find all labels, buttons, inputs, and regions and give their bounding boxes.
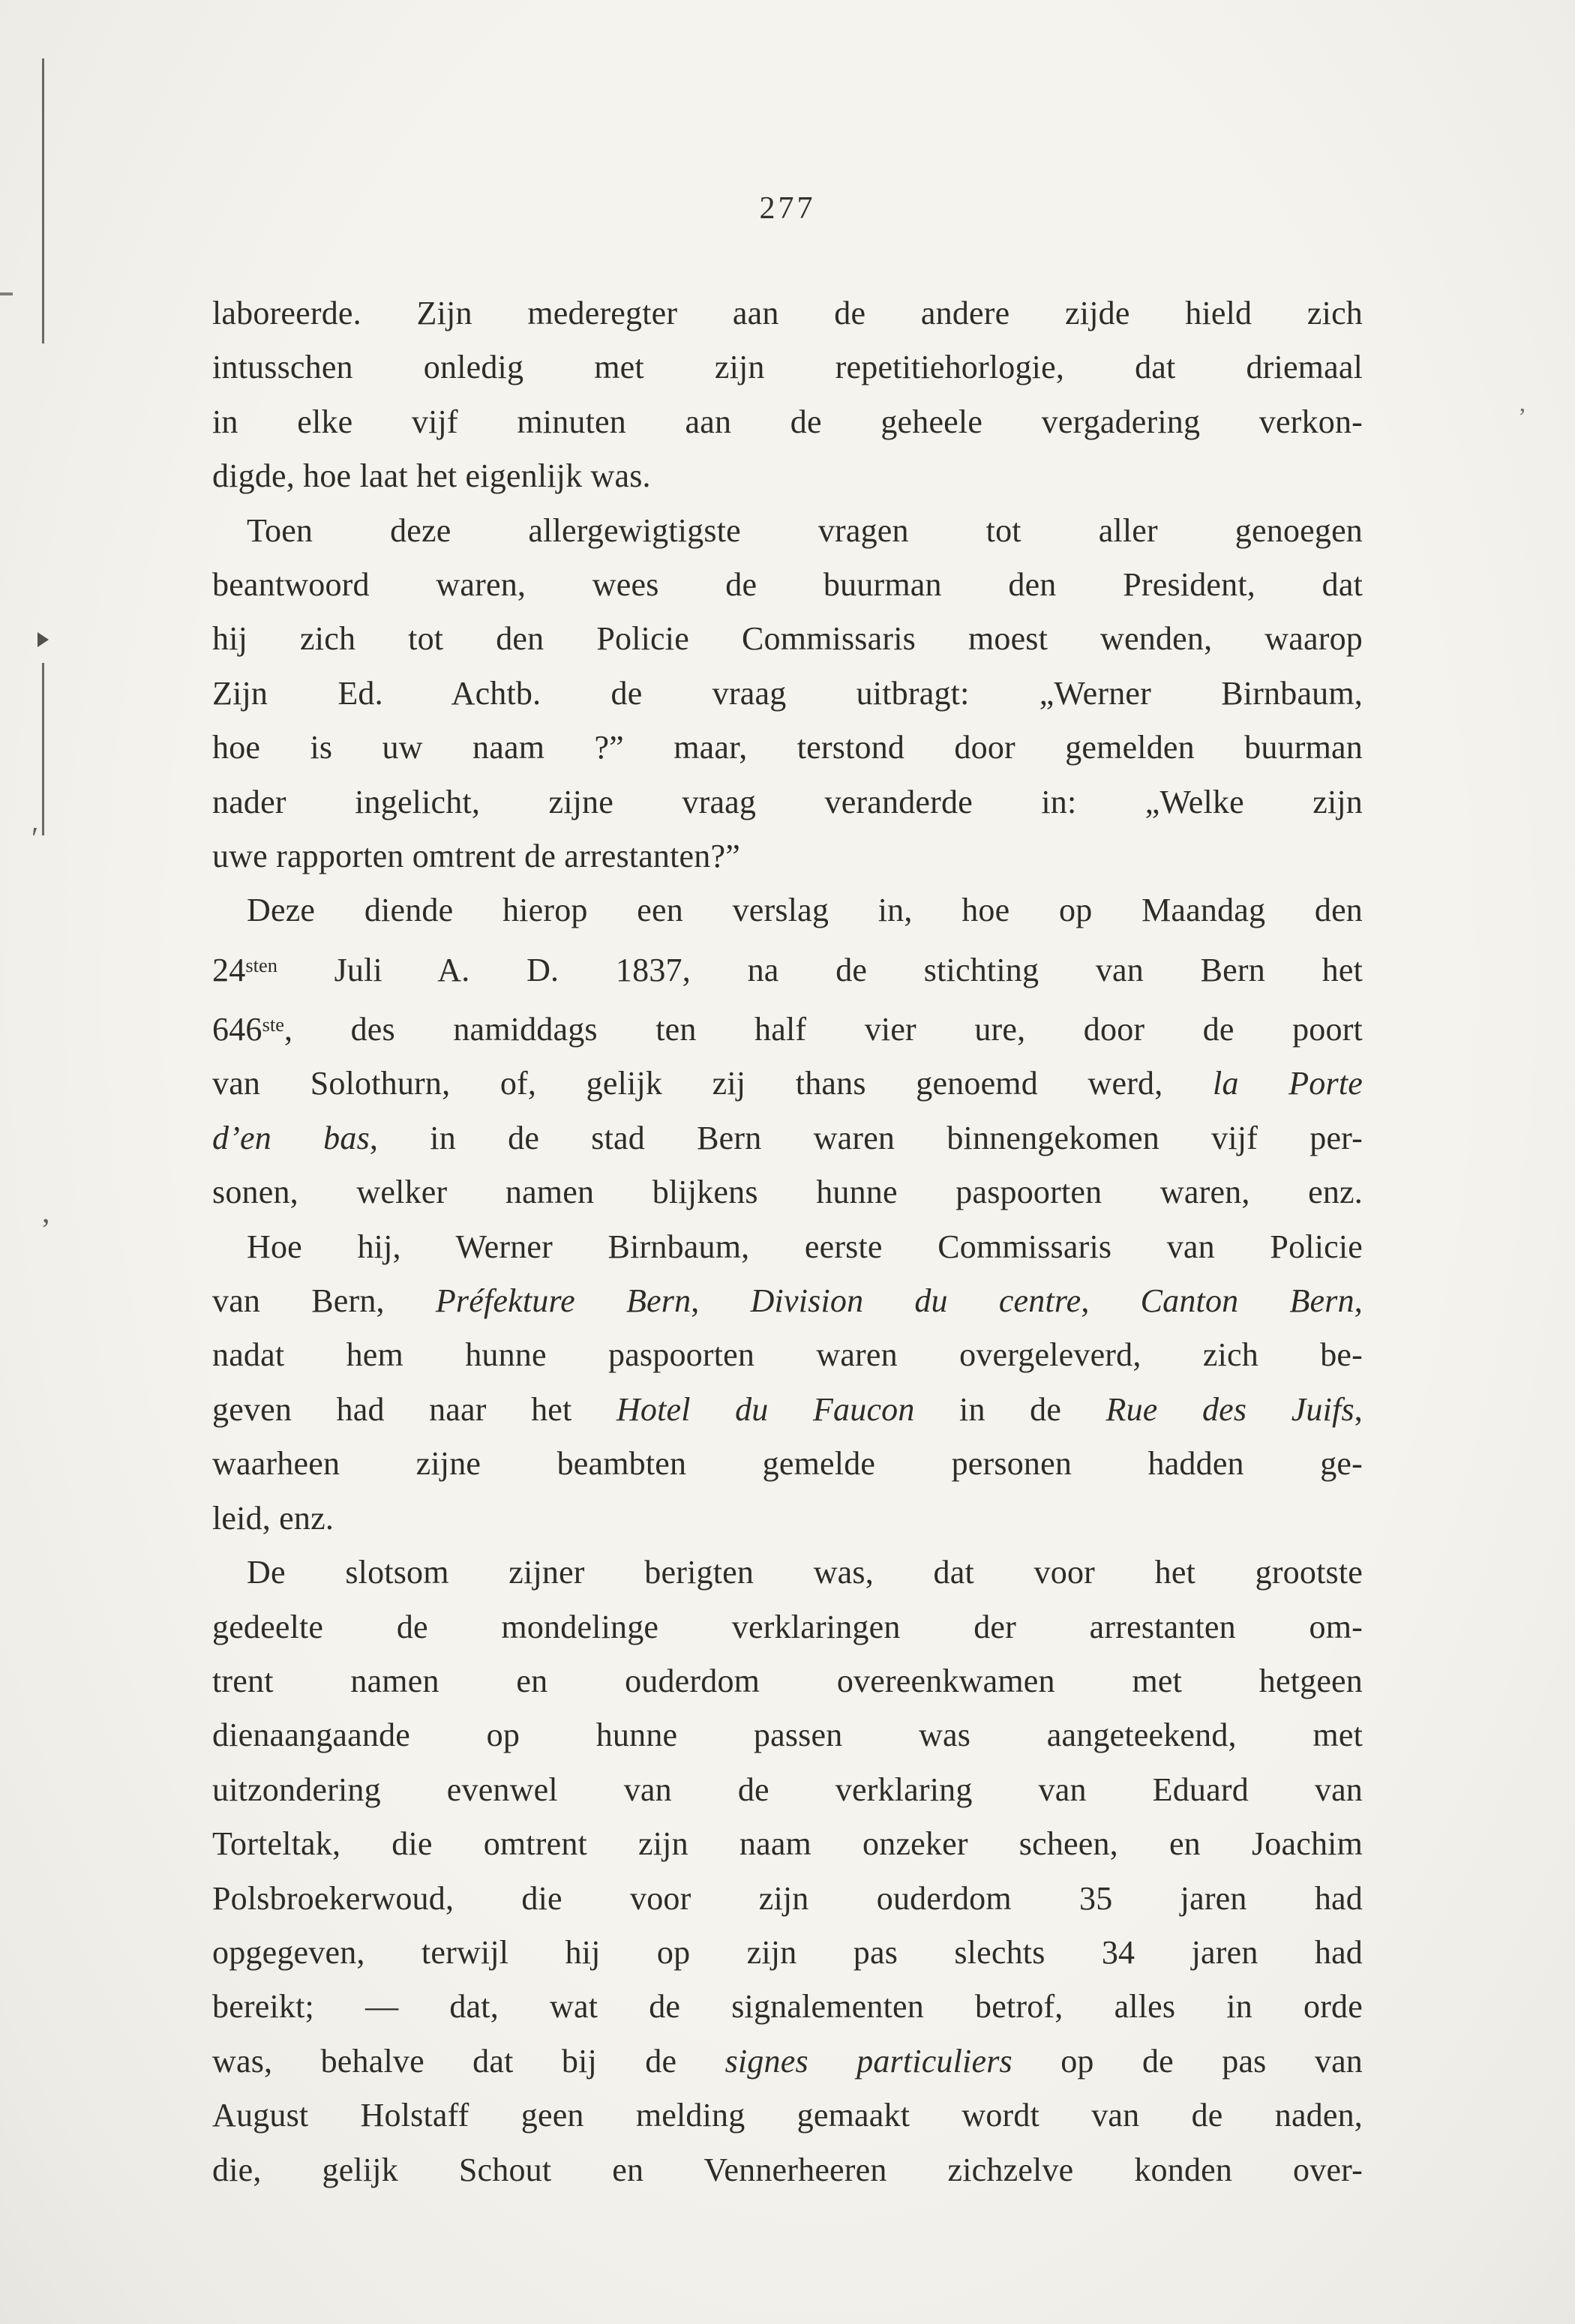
- text-line: [212, 1980, 1363, 2034]
- text-segment: nadat hem hunne paspoorten waren overgeleverd, zich be-: [212, 1336, 1363, 1374]
- text-block: [212, 286, 1363, 2197]
- text-segment: geven had naar het: [212, 1390, 616, 1428]
- text-line: [212, 1057, 1363, 1111]
- text-segment: , in de stad Bern waren binnengekomen vijf per-: [369, 1119, 1364, 1156]
- scan-artifact-apostrophe: ʹ: [32, 822, 39, 856]
- text-segment: ,: [1081, 1282, 1141, 1320]
- paragraph: [212, 1220, 1363, 1546]
- text-segment: Division du centre: [750, 1282, 1082, 1320]
- text-segment: August Holstaff geen melding gemaakt wordt van de naden,: [212, 2097, 1363, 2134]
- text-segment: bereikt; — dat, wat de signalementen betrof, alles in orde: [212, 1988, 1363, 2026]
- text-line: [212, 1763, 1363, 1817]
- text-line: [212, 449, 1363, 503]
- page-number: 277: [759, 191, 816, 226]
- text-segment: opgegeven, terwijl hij op zijn pas slechts 34 jaren had: [212, 1933, 1363, 1971]
- text-line: [212, 395, 1363, 449]
- text-line: [212, 2143, 1363, 2197]
- text-segment: trent namen en ouderdom overeenkwamen met hetgeen: [212, 1662, 1363, 1699]
- text-line: [212, 1492, 1363, 1546]
- text-segment: Polsbroekerwoud, die voor zijn ouderdom 35 jaren had: [212, 1879, 1363, 1917]
- text-line: [212, 775, 1363, 829]
- text-segment: Hotel du Faucon: [616, 1390, 915, 1428]
- text-segment: ste: [262, 1013, 284, 1036]
- text-segment: hij zich tot den Policie Commissaris moest wenden, waarop: [212, 620, 1363, 658]
- text-segment: was, behalve dat bij de: [212, 2042, 725, 2080]
- text-line: [212, 1600, 1363, 1654]
- text-segment: 24: [212, 951, 246, 988]
- text-segment: van Bern,: [212, 1282, 436, 1320]
- text-segment: intusschen onledig met zijn repetitiehorlogie, dat driemaal: [212, 349, 1363, 386]
- scan-artifact-comma: ,: [42, 1195, 50, 1230]
- text-segment: De slotsom zijner berigten was, dat voor het grootste: [247, 1554, 1363, 1591]
- text-line: [212, 997, 1363, 1057]
- text-segment: uwe rapporten omtrent de arrestanten?”: [212, 838, 740, 875]
- paragraph: [212, 1546, 1363, 2197]
- text-line: [212, 2035, 1363, 2089]
- text-segment: op de pas van: [1012, 2042, 1363, 2080]
- text-line: [212, 1220, 1363, 1274]
- text-line: [212, 1708, 1363, 1762]
- text-segment: gedeelte de mondelinge verklaringen der arrestanten om-: [212, 1608, 1363, 1645]
- text-segment: ,: [1354, 1390, 1363, 1428]
- text-segment: sonen, welker namen blijkens hunne paspoorten waren, enz.: [212, 1174, 1363, 1211]
- text-segment: Rue des Juifs: [1106, 1390, 1354, 1428]
- text-segment: sten: [245, 953, 278, 976]
- paragraph: [212, 504, 1363, 884]
- paragraph: [212, 883, 1363, 1219]
- text-segment: signes particuliers: [724, 2042, 1012, 2080]
- text-line: [212, 829, 1363, 883]
- text-segment: Juli A. D. 1837, na de stichting van Bern het: [277, 951, 1363, 988]
- text-segment: leid, enz.: [212, 1499, 334, 1537]
- text-line: [212, 1872, 1363, 1926]
- text-segment: laboreerde. Zijn mederegter aan de andere zijde hield zich: [212, 295, 1363, 331]
- scan-artifact-quote-right: ’: [1518, 403, 1527, 431]
- text-segment: in elke vijf minuten aan de geheele vergadering verkon-: [212, 403, 1363, 440]
- text-segment: d’en bas: [212, 1119, 370, 1156]
- text-segment: Zijn Ed. Achtb. de vraag uitbragt: „Werner Birnbaum,: [212, 674, 1363, 712]
- text-segment: la Porte: [1213, 1065, 1363, 1102]
- text-segment: beantwoord waren, wees de buurman den President, dat: [212, 566, 1363, 604]
- text-line: [212, 1926, 1363, 1980]
- text-segment: Hoe hij, Werner Birnbaum, eerste Commissaris van Policie: [247, 1228, 1363, 1265]
- text-segment: hoe is uw naam ?” maar, terstond door gemelden buurman: [212, 729, 1363, 766]
- text-segment: Deze diende hierop een verslag in, hoe op Maandag den: [247, 892, 1363, 929]
- text-segment: Préfekture Bern: [435, 1282, 692, 1320]
- scan-artifact-vertical-line-mid: [42, 663, 44, 835]
- text-segment: 646: [212, 1011, 262, 1048]
- text-line: [212, 1165, 1363, 1219]
- text-segment: nader ingelicht, zijne vraag veranderde in: „Welke zijn: [212, 783, 1363, 820]
- text-segment: ,: [1354, 1282, 1363, 1320]
- text-segment: digde, hoe laat het eigenlijk was.: [212, 457, 651, 495]
- text-line: [212, 883, 1363, 937]
- text-line: [212, 1437, 1363, 1491]
- text-line: [212, 2089, 1363, 2143]
- text-line: [212, 286, 1363, 340]
- text-line: [212, 1383, 1363, 1437]
- text-segment: ,: [691, 1282, 751, 1320]
- text-line: [212, 1546, 1363, 1600]
- text-line: [212, 504, 1363, 558]
- paragraph: [212, 286, 1363, 504]
- text-segment: dienaangaande op hunne passen was aangeteekend, met: [212, 1717, 1363, 1754]
- scan-artifact-triangle-mark: [38, 632, 49, 647]
- text-line: [212, 721, 1363, 775]
- text-segment: in de: [914, 1390, 1106, 1428]
- text-segment: , des namiddags ten half vier ure, door de poort: [284, 1011, 1363, 1048]
- text-line: [212, 1654, 1363, 1708]
- text-line: [212, 1111, 1363, 1165]
- text-segment: Torteltak, die omtrent zijn naam onzeker scheen, en Joachim: [212, 1825, 1363, 1863]
- text-line: [212, 612, 1363, 666]
- scan-artifact-left-edge-mark: [0, 292, 13, 295]
- text-segment: die, gelijk Schout en Vennerheeren zichzelve konden over-: [212, 2151, 1363, 2188]
- text-segment: waarheen zijne beambten gemelde personen hadden ge-: [212, 1445, 1363, 1483]
- text-line: [212, 1817, 1363, 1871]
- text-segment: uitzondering evenwel van de verklaring van Eduard van: [212, 1771, 1363, 1808]
- text-segment: van Solothurn, of, gelijk zij thans genoemd werd,: [212, 1065, 1214, 1102]
- text-line: [212, 340, 1363, 394]
- text-line: [212, 667, 1363, 721]
- text-segment: Canton Bern: [1140, 1282, 1354, 1320]
- text-line: [212, 1328, 1363, 1382]
- text-segment: Toen deze allergewigtigste vragen tot aller genoegen: [247, 511, 1363, 549]
- text-line: [212, 938, 1363, 997]
- text-line: [212, 558, 1363, 612]
- text-line: [212, 1274, 1363, 1328]
